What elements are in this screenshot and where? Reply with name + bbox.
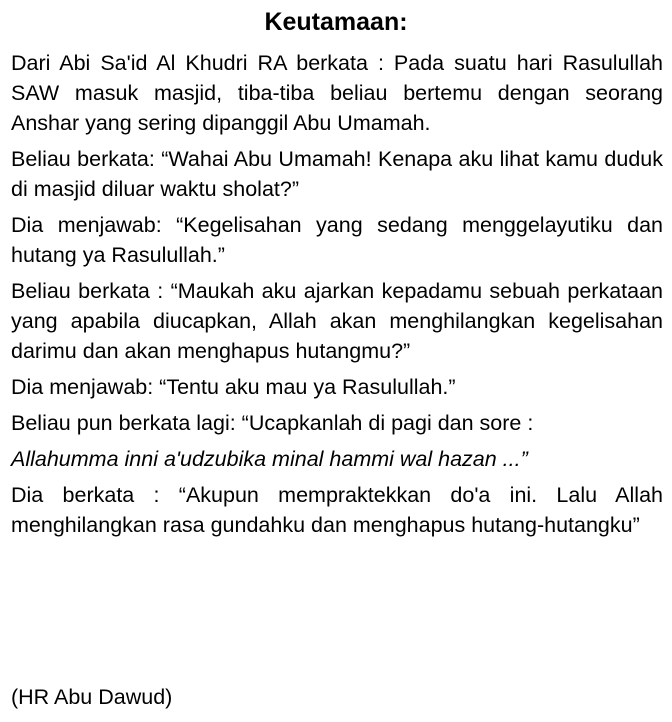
paragraph-offer: Beliau berkata : “Maukah aku ajarkan kepadamu sebuah perkataan yang apabila diucapkan, Allah akan menghilangkan kegelisahan darimu dan akan menghapus hutangmu?” [11, 279, 663, 363]
paragraph-instruction: Beliau pun berkata lagi: “Ucapkanlah di pagi dan sore : [11, 411, 534, 435]
page-title: Keutamaan: [264, 8, 408, 36]
paragraph-outcome: Dia berkata : “Akupun mempraktekkan do'a ini. Lalu Allah menghilangkan rasa gundahku dan menghapus hutang-hutangku” [11, 483, 663, 537]
paragraph-reply: Dia menjawab: “Tentu aku mau ya Rasulullah.” [11, 375, 456, 399]
document-body [11, 48, 663, 546]
paragraph-prayer: Allahumma inni a'udzubika minal hammi wal hazan ...” [11, 447, 528, 471]
paragraph-question: Beliau berkata: “Wahai Abu Umamah! Kenapa aku lihat kamu duduk di masjid diluar waktu sholat?” [11, 147, 663, 201]
source-citation: (HR Abu Dawud) [11, 685, 173, 709]
paragraph-intro: Dari Abi Sa'id Al Khudri RA berkata : Pada suatu hari Rasulullah SAW masuk masjid, tiba-tiba beliau bertemu dengan seorang Anshar yang sering dipanggil Abu Umamah. [11, 51, 663, 135]
paragraph-answer: Dia menjawab: “Kegelisahan yang sedang menggelayutiku dan hutang ya Rasulullah.” [11, 213, 663, 267]
